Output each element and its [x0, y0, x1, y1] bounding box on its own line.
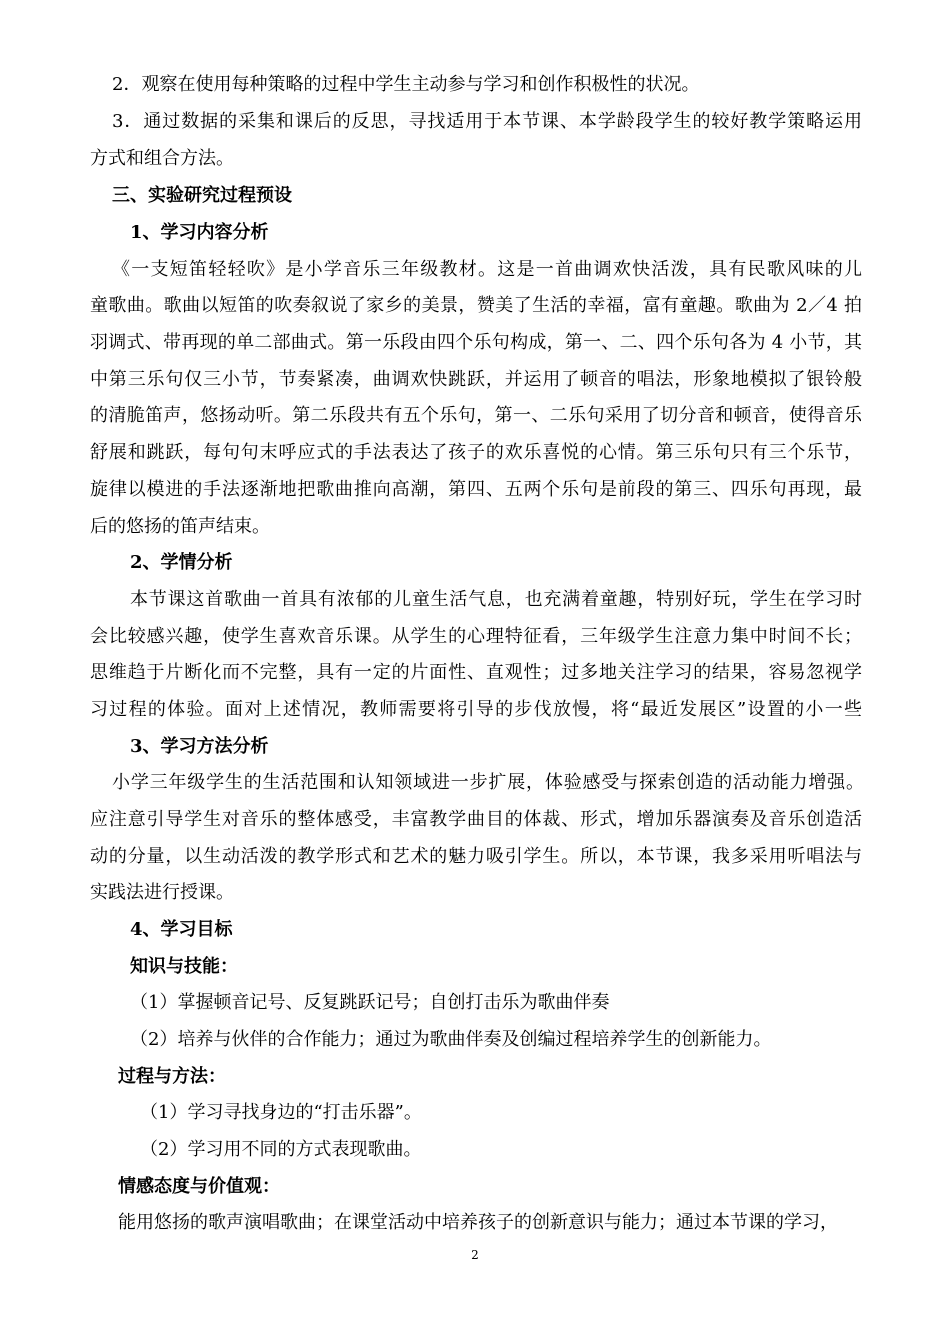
- paragraph-line: 本节课这首歌曲一首具有浓郁的儿童生活气息，也充满着童趣，特别好玩，学生在学习时: [130, 589, 862, 610]
- paragraph-line: 《一支短笛轻轻吹》是小学音乐三年级教材。这是一首曲调欢快活泼，具有民歌风味的儿: [112, 259, 862, 280]
- paragraph-line: 习过程的体验。面对上述情况，教师需要将引导的步伐放慢，将“最近发展区”设置的小一些: [90, 699, 862, 720]
- subsection-heading-content-analysis: 1、学习内容分析: [130, 222, 269, 243]
- goal-category-process: 过程与方法：: [118, 1066, 226, 1087]
- paragraph-line: 羽调式、带再现的单二部曲式。第一乐段由四个乐句构成，第一、二、四个乐句各为 4 小节，其: [90, 332, 862, 353]
- goal-category-attitude: 情感态度与价值观：: [118, 1176, 280, 1197]
- goal-item: （2）学习用不同的方式表现歌曲。: [140, 1139, 422, 1160]
- paragraph-line: 后的悠扬的笛声结束。: [90, 516, 270, 537]
- paragraph-line: 思维趋于片断化而不完整，具有一定的片面性、直观性；过多地关注学习的结果，容易忽视学: [90, 662, 862, 683]
- subsection-heading-method-analysis: 3、学习方法分析: [130, 736, 269, 757]
- list-item-3: 3．通过数据的采集和课后的反思，寻找适用于本节课、本学龄段学生的较好教学策略运用: [112, 111, 862, 132]
- body-line: 方式和组合方法。: [90, 148, 234, 169]
- subsection-heading-learning-goals: 4、学习目标: [130, 919, 233, 940]
- paragraph-line: 应注意引导学生对音乐的整体感受，丰富教学曲目的体裁、形式，增加乐器演奏及音乐创造活: [90, 809, 862, 830]
- paragraph-line: 舒展和跳跃，每句句末呼应式的手法表达了孩子的欢乐喜悦的心情。第三乐句只有三个乐节，: [90, 442, 862, 463]
- goal-item: （1）学习寻找身边的“打击乐器”。: [140, 1102, 422, 1123]
- subsection-heading-learner-analysis: 2、学情分析: [130, 552, 233, 573]
- list-item-2: 2．观察在使用每种策略的过程中学生主动参与学习和创作积极性的状况。: [112, 74, 700, 95]
- paragraph-line: 的清脆笛声，悠扬动听。第二乐段共有五个乐句，第一、二乐句采用了切分音和顿音，使得音乐: [90, 405, 862, 426]
- paragraph-line: 会比较感兴趣，使学生喜欢音乐课。从学生的心理特征看，三年级学生注意力集中时间不长；: [90, 626, 862, 647]
- paragraph-line: 能用悠扬的歌声演唱歌曲；在课堂活动中培养孩子的创新意识与能力；通过本节课的学习，: [118, 1212, 838, 1233]
- goal-item: （2）培养与伙伴的合作能力；通过为歌曲伴奏及创编过程培养学生的创新能力。: [130, 1029, 772, 1050]
- goal-item: （1）掌握顿音记号、反复跳跃记号；自创打击乐为歌曲伴奏: [130, 992, 610, 1013]
- section-heading: 三、实验研究过程预设: [112, 185, 292, 206]
- page-number: 2: [471, 1248, 479, 1262]
- paragraph-line: 童歌曲。歌曲以短笛的吹奏叙说了家乡的美景，赞美了生活的幸福，富有童趣。歌曲为 2／4 拍: [90, 295, 862, 316]
- paragraph-line: 动的分量，以生动活泼的教学形式和艺术的魅力吸引学生。所以，本节课，我多采用听唱法与: [90, 846, 862, 867]
- goal-category-knowledge: 知识与技能：: [130, 956, 238, 977]
- paragraph-line: 实践法进行授课。: [90, 882, 234, 903]
- paragraph-line: 中第三乐句仅三小节，节奏紧凑，曲调欢快跳跃，并运用了顿音的唱法，形象地模拟了银铃般: [90, 369, 862, 390]
- paragraph-line: 小学三年级学生的生活范围和认知领域进一步扩展，体验感受与探索创造的活动能力增强。: [112, 772, 864, 793]
- paragraph-line: 旋律以模进的手法逐渐地把歌曲推向高潮，第四、五两个乐句是前段的第三、四乐句再现，最: [90, 479, 862, 500]
